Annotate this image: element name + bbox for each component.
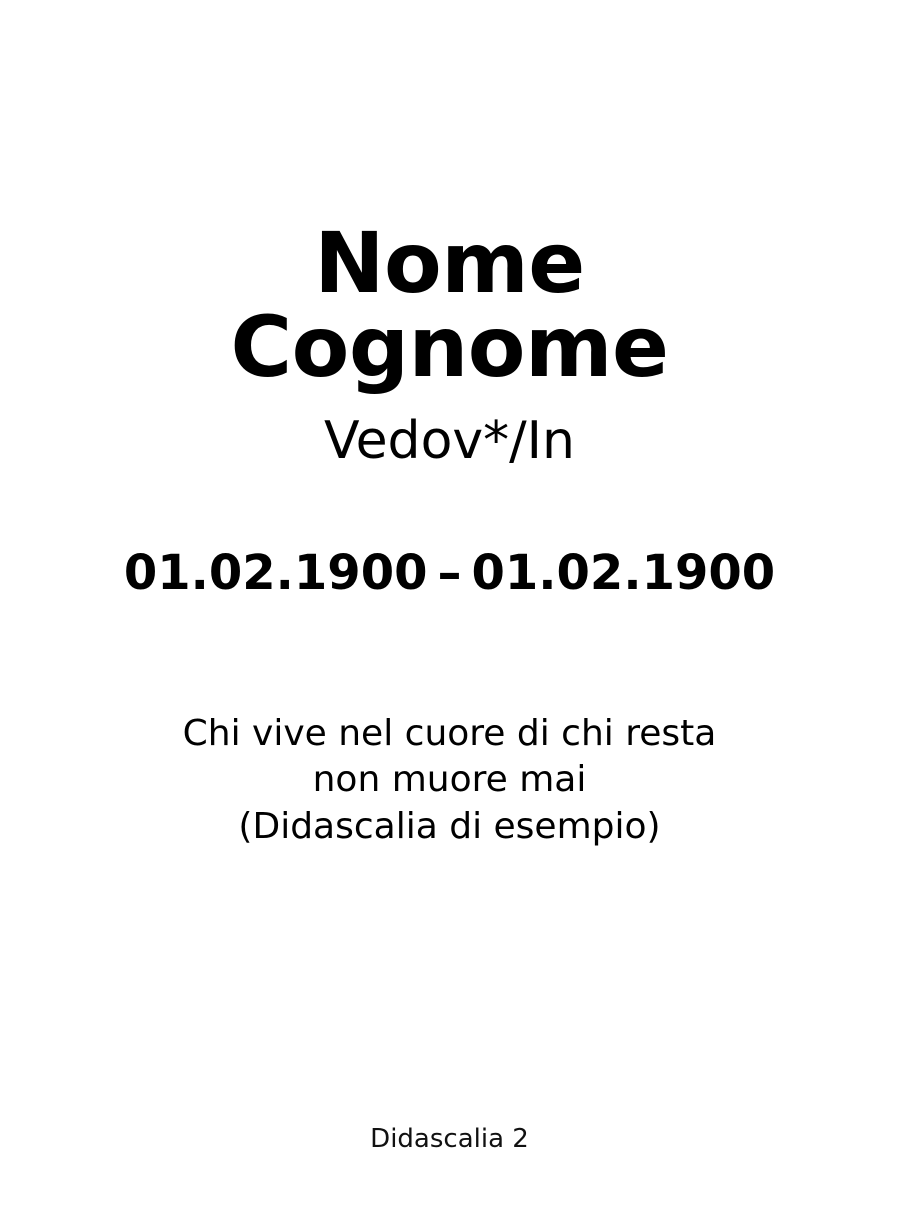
deceased-name (230, 214, 669, 397)
marital-status: Vedov*/In (324, 410, 575, 471)
date-separator: – (437, 544, 462, 601)
birth-date: 01.02.1900 (123, 544, 428, 601)
epitaph-line-3: (Didascalia di esempio) (238, 806, 661, 848)
last-name: Cognome (230, 298, 669, 397)
epitaph (183, 711, 717, 851)
footer-caption: Didascalia 2 (370, 1124, 529, 1154)
epitaph-line-1: Chi vive nel cuore di chi resta (182, 712, 717, 754)
epitaph-line-2: non muore mai (312, 759, 587, 801)
death-date: 01.02.1900 (471, 544, 776, 601)
first-name: Nome (314, 214, 585, 312)
life-dates (124, 545, 775, 601)
